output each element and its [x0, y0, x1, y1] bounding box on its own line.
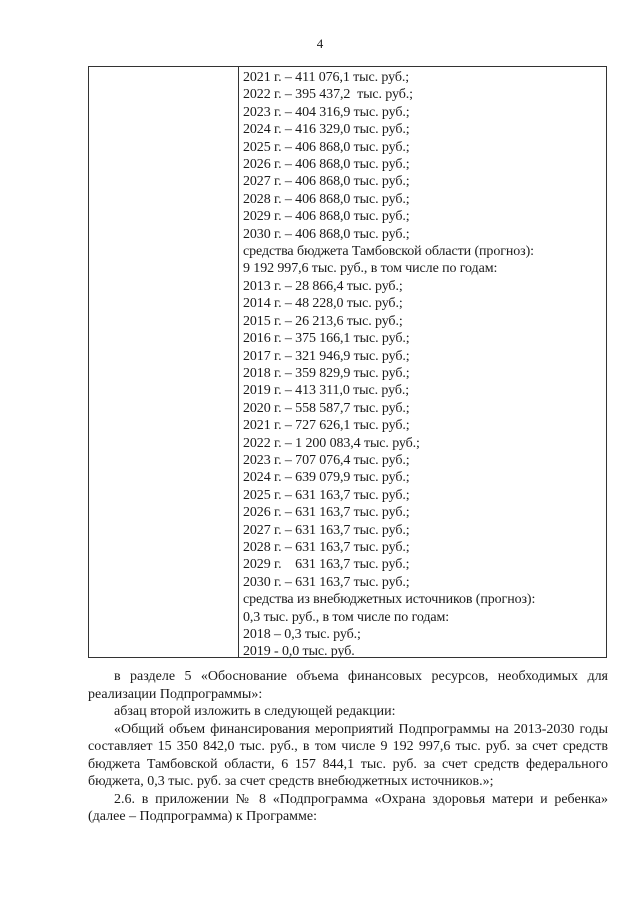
body-text: [88, 668, 608, 826]
funding-line: 2015 г. – 26 213,6 тыс. руб.;: [243, 313, 403, 329]
funding-line: средства из внебюджетных источников (прогноз):: [243, 592, 536, 608]
funding-line: 9 192 997,6 тыс. руб., в том числе по годам:: [243, 261, 498, 277]
page-number: 4: [316, 36, 324, 51]
funding-line: 2013 г. – 28 866,4 тыс. руб.;: [243, 278, 403, 294]
funding-line: 2018 – 0,3 тыс. руб.;: [243, 627, 361, 642]
funding-line: 2019 г. – 413 311,0 тыс. руб.;: [243, 383, 410, 399]
funding-line: 2019 - 0,0 тыс. руб.: [243, 644, 355, 660]
funding-line: 2029 г. 631 163,7 тыс. руб.;: [243, 557, 410, 573]
funding-line: 2030 г. – 631 163,7 тыс. руб.;: [243, 574, 410, 590]
funding-lines: [243, 69, 603, 661]
funding-line: 2023 г. – 707 076,4 тыс. руб.;: [243, 452, 410, 468]
funding-line: 2018 г. – 359 829,9 тыс. руб.;: [243, 365, 410, 381]
funding-line: 2025 г. – 406 868,0 тыс. руб.;: [243, 139, 410, 155]
paragraph-section5: в разделе 5 «Обоснование объема финансовых ресурсов, необходимых для реализации Подпрограммы»:: [88, 669, 608, 702]
funding-line: 2024 г. – 416 329,0 тыс. руб.;: [243, 122, 410, 138]
table-column-divider: [238, 67, 239, 657]
funding-line: 2026 г. – 406 868,0 тыс. руб.;: [243, 157, 410, 173]
funding-line: 2024 г. – 639 079,9 тыс. руб.;: [243, 470, 410, 486]
funding-line: средства бюджета Тамбовской области (прогноз):: [243, 244, 534, 260]
funding-line: 2028 г. – 406 868,0 тыс. руб.;: [243, 191, 410, 207]
funding-line: 2028 г. – 631 163,7 тыс. руб.;: [243, 539, 410, 555]
funding-line: 2022 г. – 1 200 083,4 тыс. руб.;: [243, 435, 420, 451]
funding-line: 2021 г. – 727 626,1 тыс. руб.;: [243, 418, 410, 434]
funding-line: 2014 г. – 48 228,0 тыс. руб.;: [243, 296, 403, 312]
funding-line: 0,3 тыс. руб., в том числе по годам:: [243, 609, 450, 625]
paragraph-abzac: абзац второй изложить в следующей редакции:: [114, 704, 396, 719]
paragraph-quote: «Общий объем финансирования мероприятий Подпрограммы на 2013-2030 годы составляет 15 350 842,0 тыс. руб., в том числе 9 192 997,6 тыс. руб. за счет средств бюджета Тамбовской области, 6 157 844,1 тыс. руб. за счет средств федерального бюджета, 0,3 тыс. руб. за счет средств внебюджетных источников.»;: [88, 721, 608, 789]
funding-line: 2025 г. – 631 163,7 тыс. руб.;: [243, 487, 410, 503]
funding-line: 2027 г. – 406 868,0 тыс. руб.;: [243, 174, 410, 190]
funding-line: 2021 г. – 411 076,1 тыс. руб.;: [243, 70, 410, 85]
funding-line: 2020 г. – 558 587,7 тыс. руб.;: [243, 400, 410, 416]
funding-line: 2027 г. – 631 163,7 тыс. руб.;: [243, 522, 410, 538]
funding-line: 2030 г. – 406 868,0 тыс. руб.;: [243, 226, 410, 242]
funding-line: 2017 г. – 321 946,9 тыс. руб.;: [243, 348, 410, 364]
funding-line: 2022 г. – 395 437,2 тыс. руб.;: [243, 87, 413, 103]
funding-line: 2023 г. – 404 316,9 тыс. руб.;: [243, 104, 410, 120]
funding-line: 2026 г. – 631 163,7 тыс. руб.;: [243, 505, 410, 521]
paragraph-2-6: 2.6. в приложении № 8 «Подпрограмма «Охрана здоровья матери и ребенка» (далее – Подпрограмма) к Программе:: [88, 791, 608, 824]
funding-line: 2016 г. – 375 166,1 тыс. руб.;: [243, 331, 410, 347]
funding-line: 2029 г. – 406 868,0 тыс. руб.;: [243, 209, 410, 225]
funding-table: [88, 66, 607, 658]
